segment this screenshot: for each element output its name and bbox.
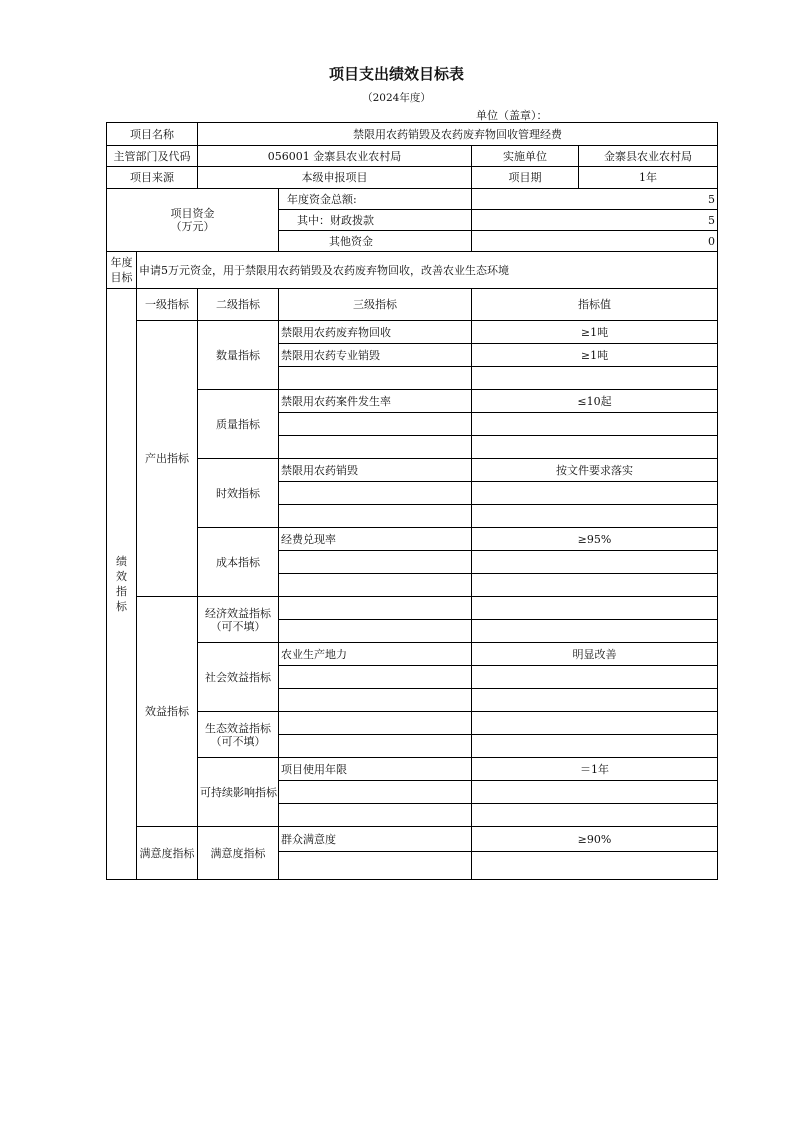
indicator-value-empty [472,781,718,804]
indicator-name-empty [279,620,472,643]
indicator-value-empty [472,597,718,620]
page-year: （2024年度） [362,92,431,104]
indicator-value: ≥90% [472,827,718,852]
period-value: 1年 [579,167,718,189]
indicators-section-label: 绩效指标 [107,289,137,880]
funds-other-value: 0 [472,231,718,252]
time-indicator-label: 时效指标 [198,459,279,528]
indicator-name-empty [279,852,472,880]
indicator-name: 经费兑现率 [279,528,472,551]
ecological-label-line2: （可不填） [210,734,266,748]
ecological-label-line1: 生态效益指标 [205,721,271,735]
sustainable-indicator-label: 可持续影响指标 [198,758,279,827]
indicator-value-empty [472,852,718,880]
output-indicator-label: 产出指标 [137,321,198,597]
funds-other-label: 其他资金 [279,231,472,252]
indicator-name: 禁限用农药专业销毁 [279,344,472,367]
funds-label-line1: 项目资金 [170,207,215,220]
indicator-value: ≤10起 [472,390,718,413]
satisfaction-level2-label: 满意度指标 [198,827,279,880]
indicator-name: 项目使用年限 [279,758,472,781]
benefit-indicator-label: 效益指标 [137,597,198,827]
indicator-name: 群众满意度 [279,827,472,852]
indicator-name-empty [279,413,472,436]
project-name-label: 项目名称 [107,123,198,146]
indicator-name-empty [279,482,472,505]
funds-label-line2: （万元） [170,220,215,233]
indicator-name: 禁限用农药销毁 [279,459,472,482]
indicator-name-empty [279,781,472,804]
ecological-indicator-label [198,712,279,758]
unit-stamp-label: 单位（盖章）： [476,109,548,122]
annual-goal-text: 申请5万元资金，用于禁限用农药销毁及农药废弃物回收，改善农业生态环境 [137,252,718,289]
indicator-value-empty [472,712,718,735]
col-level2-header: 二级指标 [198,289,279,321]
indicator-name-empty [279,436,472,459]
indicator-name-empty [279,505,472,528]
dept-label: 主管部门及代码 [107,146,198,167]
indicator-name: 农业生产地力 [279,643,472,666]
economic-label-line1: 经济效益指标 [205,606,271,620]
indicator-name-empty [279,597,472,620]
funds-total-label: 年度资金总额: [279,189,472,210]
indicator-value-empty [472,551,718,574]
project-name-value: 禁限用农药销毁及农药废弃物回收管理经费 [198,123,718,146]
indicator-name-empty [279,804,472,827]
indicator-name: 禁限用农药案件发生率 [279,390,472,413]
social-indicator-label: 社会效益指标 [198,643,279,712]
dept-value: 056001 金寨县农业农村局 [198,146,472,167]
indicator-name-empty [279,551,472,574]
indicator-value-empty [472,413,718,436]
col-level1-header: 一级指标 [137,289,198,321]
indicator-value-empty [472,436,718,459]
indicator-name-empty [279,367,472,390]
satisfaction-level1-label: 满意度指标 [137,827,198,880]
cost-indicator-label: 成本指标 [198,528,279,597]
indicator-value-empty [472,620,718,643]
indicator-value-empty [472,689,718,712]
page-title: 项目支出绩效目标表 [328,65,464,83]
col-value-header: 指标值 [472,289,718,321]
indicator-value-empty [472,666,718,689]
indicator-value: ≥1吨 [472,344,718,367]
indicator-name-empty [279,689,472,712]
indicator-value-empty [472,482,718,505]
indicator-name-empty [279,735,472,758]
period-label: 项目期 [472,167,579,189]
indicator-value-empty [472,574,718,597]
quantity-indicator-label: 数量指标 [198,321,279,390]
col-level3-header: 三级指标 [279,289,472,321]
funds-fiscal-value: 5 [472,210,718,231]
quality-indicator-label: 质量指标 [198,390,279,459]
indicator-value: ≥95% [472,528,718,551]
indicator-value-empty [472,367,718,390]
source-label: 项目来源 [107,167,198,189]
indicator-value: 按文件要求落实 [472,459,718,482]
indicator-name-empty [279,712,472,735]
impl-value: 金寨县农业农村局 [579,146,718,167]
indicator-value-empty [472,804,718,827]
indicator-value-empty [472,505,718,528]
impl-label: 实施单位 [472,146,579,167]
source-value: 本级申报项目 [198,167,472,189]
indicator-value: ≥1吨 [472,321,718,344]
indicator-name-empty [279,666,472,689]
indicator-value-empty [472,735,718,758]
indicator-name-empty [279,574,472,597]
indicator-name: 禁限用农药废弃物回收 [279,321,472,344]
annual-goal-label: 年度目标 [107,252,137,289]
performance-target-table [106,122,718,880]
economic-indicator-label [198,597,279,643]
indicator-value: 明显改善 [472,643,718,666]
funds-label [107,189,279,252]
funds-total-value: 5 [472,189,718,210]
funds-fiscal-label: 其中：财政拨款 [279,210,472,231]
indicator-value: ＝1年 [472,758,718,781]
economic-label-line2: （可不填） [210,619,266,633]
